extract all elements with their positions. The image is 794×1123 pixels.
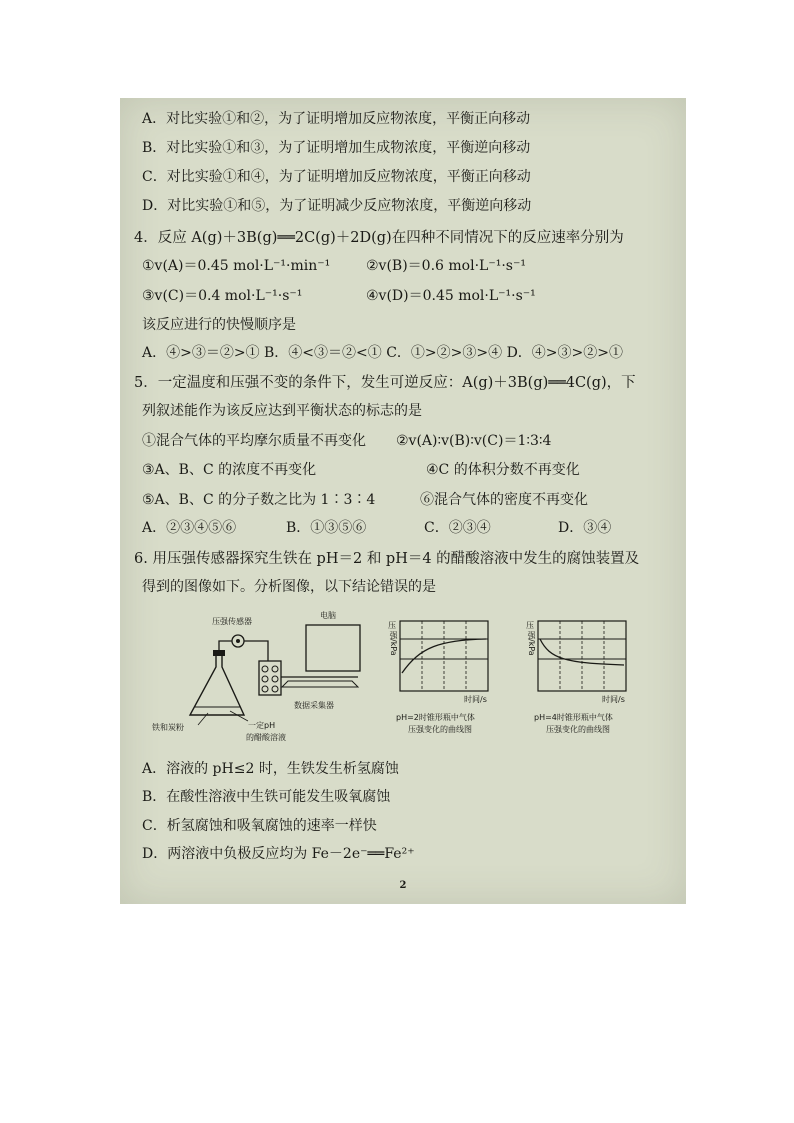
q3-option-c: C．对比实验①和④，为了证明增加反应物浓度，平衡正向移动 xyxy=(142,169,531,185)
q5-stem-line2: 列叙述能作为该反应达到平衡状态的标志的是 xyxy=(142,403,422,419)
q4-rate-4: ④v(D)＝0.45 mol·L⁻¹·s⁻¹ xyxy=(366,288,536,304)
label-solution-1: 一定pH xyxy=(248,721,276,730)
label-sensor: 压强传感器 xyxy=(212,617,252,626)
graph1-xlabel: 时间/s xyxy=(464,695,487,704)
q4-rate-3: ③v(C)＝0.4 mol·L⁻¹·s⁻¹ xyxy=(142,288,303,304)
q5-option-d: D．③④ xyxy=(558,520,612,536)
q6-option-a: A．溶液的 pH≤2 时，生铁发生析氢腐蚀 xyxy=(142,761,399,777)
label-iron: 铁和炭粉 xyxy=(152,723,184,732)
q5-item-3: ③A、B、C 的浓度不再变化 xyxy=(142,462,317,478)
graph2-ylabel-2: 强/kPa xyxy=(527,631,536,656)
q5-item-6: ⑥混合气体的密度不再变化 xyxy=(420,492,588,508)
q3-option-b: B．对比实验①和③，为了证明增加生成物浓度，平衡逆向移动 xyxy=(142,140,531,156)
graph1-caption-2: 压强变化的曲线图 xyxy=(408,725,472,734)
q4-rate-1: ①v(A)＝0.45 mol·L⁻¹·min⁻¹ xyxy=(142,258,331,274)
q5-option-b: B．①③⑤⑥ xyxy=(286,520,367,536)
q4-prompt: 该反应进行的快慢顺序是 xyxy=(142,317,296,333)
graph2-caption-1: pH=4时锥形瓶中气体 xyxy=(534,713,613,722)
q5-option-c: C．②③④ xyxy=(424,520,491,536)
graph1-ylabel-1: 压 xyxy=(388,621,396,630)
graph1-caption-1: pH=2时锥形瓶中气体 xyxy=(396,713,475,722)
q5-option-a: A．②③④⑤⑥ xyxy=(142,520,237,536)
graph2-ylabel-1: 压 xyxy=(526,621,534,630)
q3-option-a: A．对比实验①和②，为了证明增加反应物浓度，平衡正向移动 xyxy=(142,111,531,127)
q5-item-5: ⑤A、B、C 的分子数之比为 1∶3∶4 xyxy=(142,492,376,508)
q6-option-d: D．两溶液中负极反应均为 Fe－2e⁻══Fe²⁺ xyxy=(142,846,415,862)
graph2-caption-2: 压强变化的曲线图 xyxy=(546,725,610,734)
q3-option-d: D．对比实验①和⑤，为了证明减少反应物浓度，平衡逆向移动 xyxy=(142,198,532,214)
q4-stem: 4．反应 A(g)＋3B(g)══2C(g)＋2D(g)在四种不同情况下的反应速率分别为 xyxy=(134,230,624,246)
page-number: 2 xyxy=(399,880,407,891)
q4-rate-2: ②v(B)＝0.6 mol·L⁻¹·s⁻¹ xyxy=(366,258,526,274)
q6-option-b: B．在酸性溶液中生铁可能发生吸氧腐蚀 xyxy=(142,789,391,805)
q5-item-2: ②v(A)∶v(B)∶v(C)＝1∶3∶4 xyxy=(396,433,552,449)
q5-stem-line1: 5．一定温度和压强不变的条件下，发生可逆反应：A(g)＋3B(g)══4C(g)，下 xyxy=(134,375,636,391)
graph2-xlabel: 时间/s xyxy=(602,695,625,704)
q6-figure xyxy=(120,603,686,753)
q4-options: A．④>③＝②>① B．④<③＝②<① C．①>②>③>④ D．④>③>②>① xyxy=(142,345,623,361)
q6-stem-line1: 6. 用压强传感器探究生铁在 pH＝2 和 pH＝4 的醋酸溶液中发生的腐蚀装置及 xyxy=(134,551,640,567)
q5-item-1: ①混合气体的平均摩尔质量不再变化 xyxy=(142,433,366,449)
scanned-page xyxy=(120,98,686,904)
q5-item-4: ④C 的体积分数不再变化 xyxy=(426,462,580,478)
label-computer: 电脑 xyxy=(320,611,336,620)
q6-option-c: C．析氢腐蚀和吸氧腐蚀的速率一样快 xyxy=(142,818,377,834)
label-solution-2: 的醋酸溶液 xyxy=(246,733,286,742)
graph1-ylabel-2: 强/kPa xyxy=(389,631,398,656)
label-collector: 数据采集器 xyxy=(294,701,334,710)
q6-stem-line2: 得到的图像如下。分析图像，以下结论错误的是 xyxy=(142,579,436,595)
